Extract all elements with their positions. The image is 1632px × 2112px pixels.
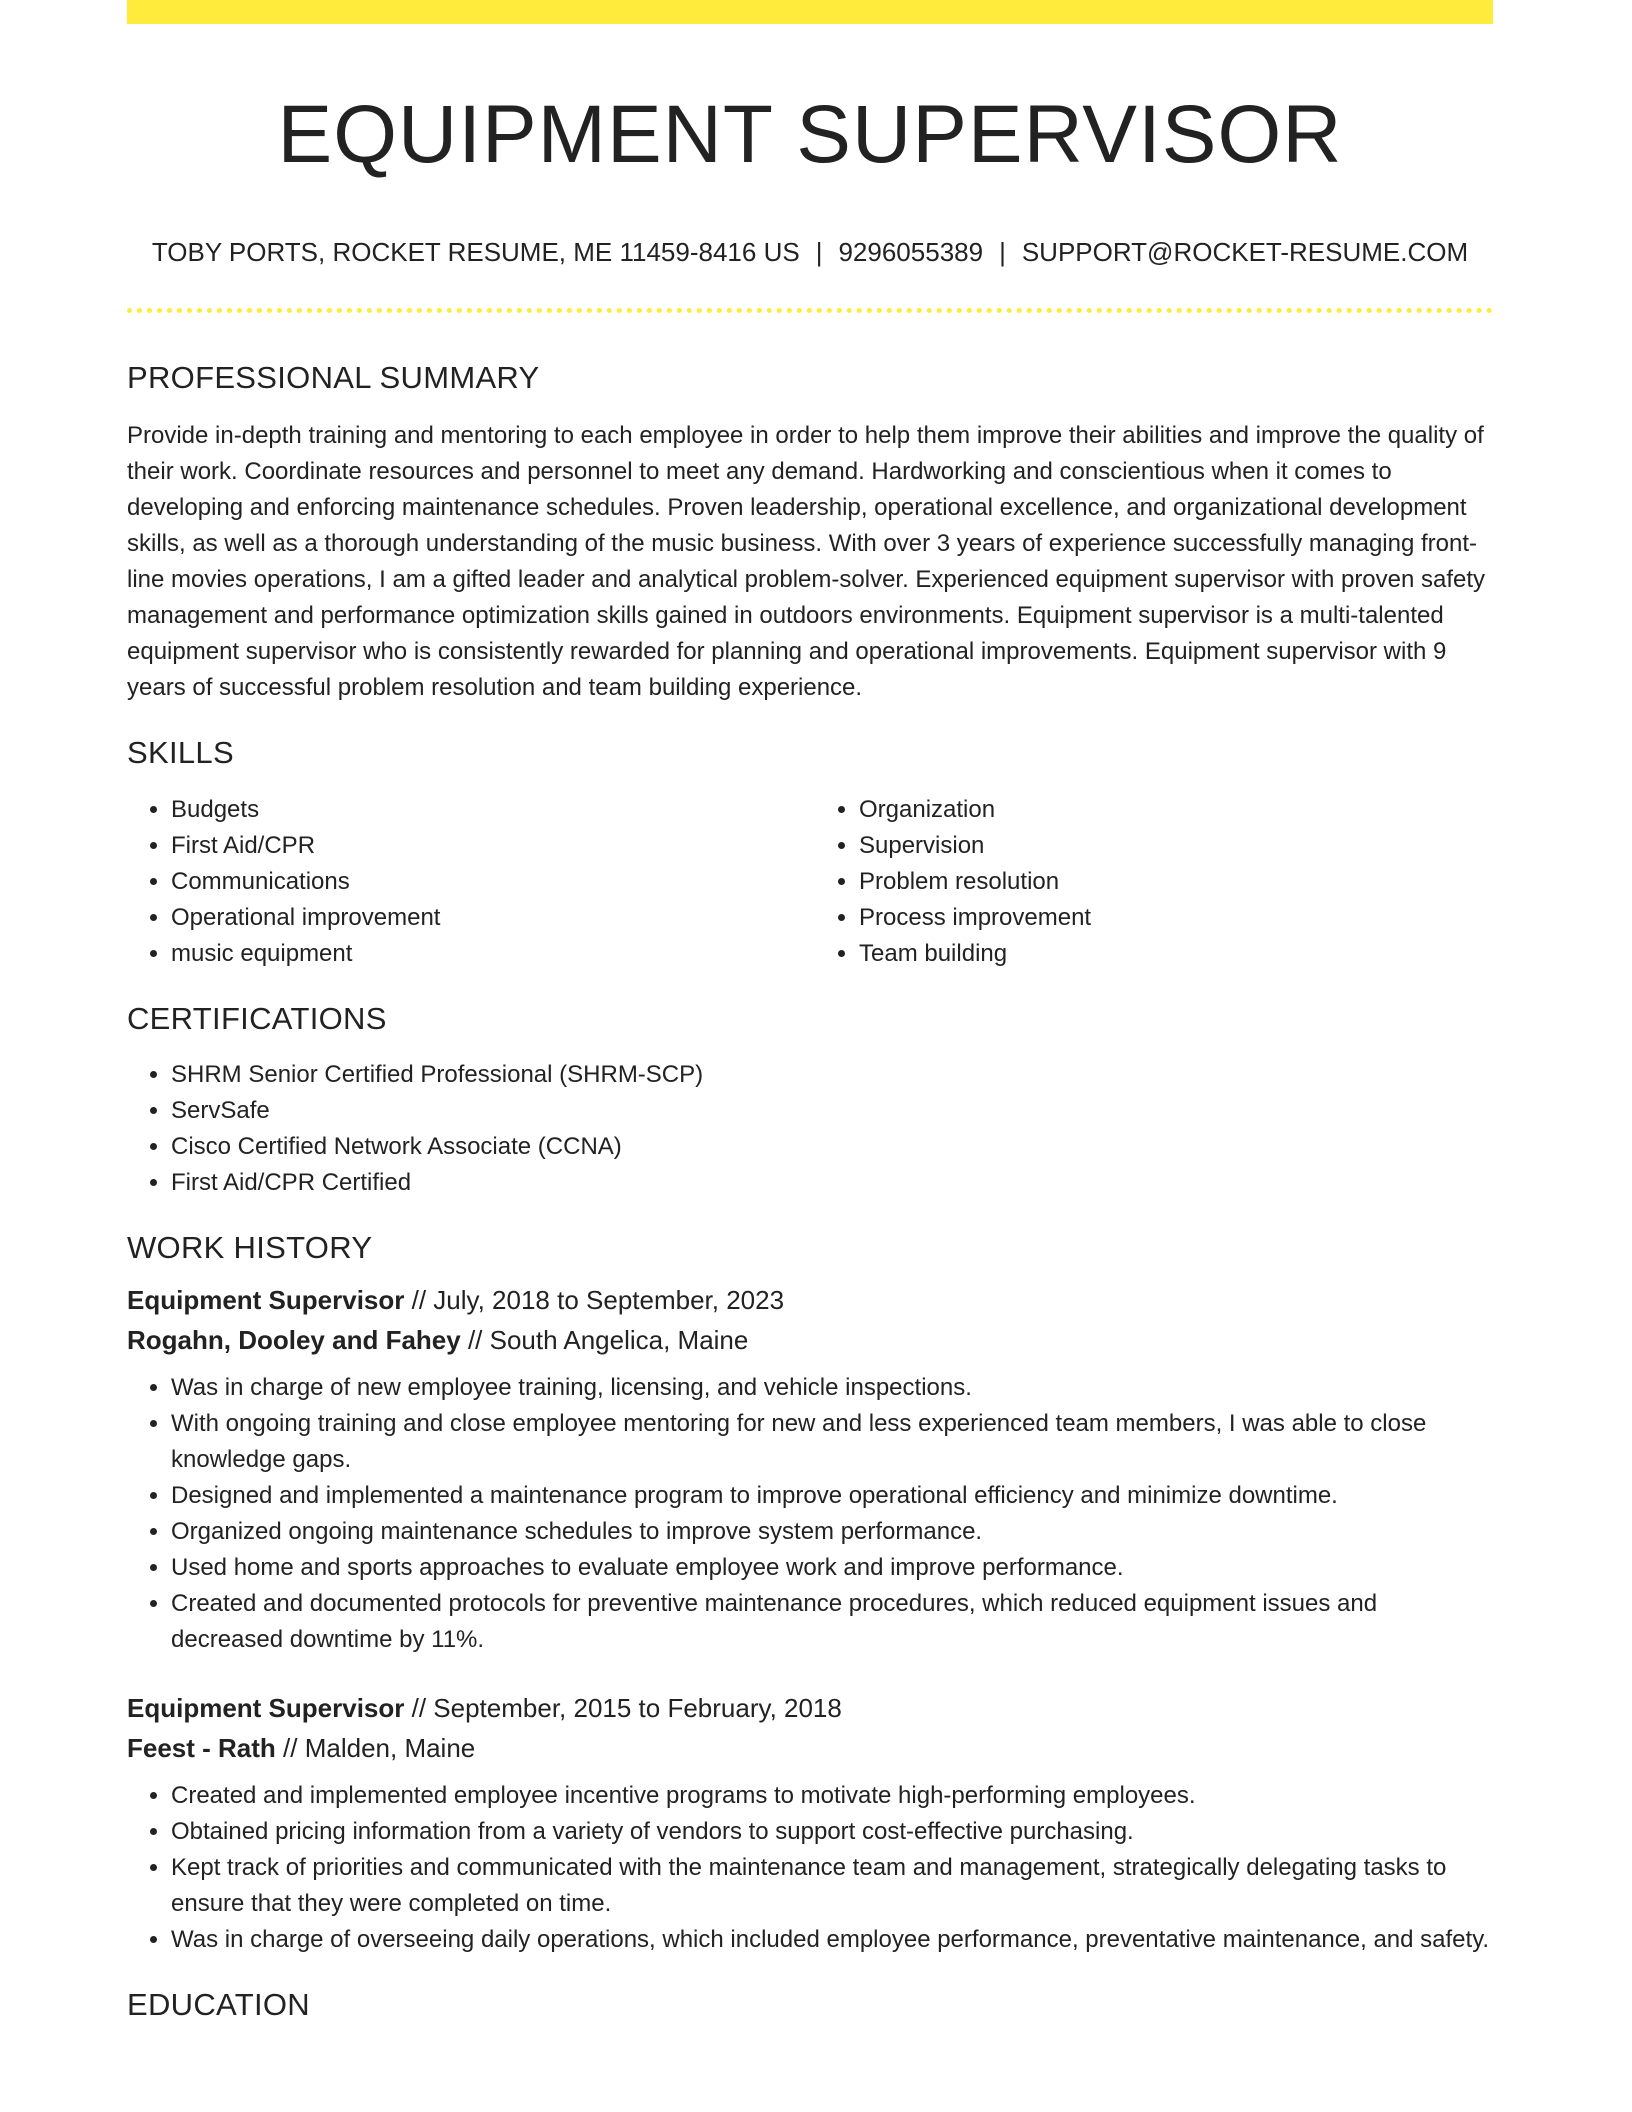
job-title-line [127, 1280, 1493, 1320]
skill-item: • Budgets [171, 792, 810, 828]
job-entry [127, 1280, 1493, 1658]
contact-separator: | [999, 237, 1006, 268]
job-bullet: • Used home and sports approaches to evaluate employee work and improve performance. [171, 1550, 1493, 1586]
contact-email: SUPPORT@ROCKET-RESUME.COM [1021, 237, 1469, 268]
contact-address: TOBY PORTS, ROCKET RESUME, ME 11459-8416 US [151, 237, 800, 268]
job-bullet: • Organized ongoing maintenance schedules to improve system performance. [171, 1514, 1493, 1550]
job-bullet: • With ongoing training and close employee mentoring for new and less experienced team members, I was able to close knowledge gaps. [171, 1406, 1493, 1478]
skill-item: • First Aid/CPR [171, 828, 810, 864]
job-bullet: • Was in charge of new employee training, licensing, and vehicle inspections. [171, 1370, 1493, 1406]
skill-item: • Communications [171, 864, 810, 900]
skill-item: • Team building [859, 936, 1493, 972]
job-company: Feest - Rath [127, 1732, 276, 1763]
job-role: Equipment Supervisor [127, 1284, 405, 1315]
job-role: Equipment Supervisor [127, 1692, 405, 1723]
dotted-divider [127, 308, 1493, 313]
resume-page [127, 0, 1493, 2023]
skill-item: • Process improvement [859, 900, 1493, 936]
skills-heading: SKILLS [127, 735, 234, 771]
job-location: // South Angelica, Maine [467, 1324, 749, 1355]
job-bullet: • Was in charge of overseeing daily operations, which included employee performance, preventative maintenance, and safety. [171, 1922, 1493, 1958]
skills-list-right [810, 792, 1493, 972]
job-bullet: • Designed and implemented a maintenance program to improve operational efficiency and minimize downtime. [171, 1478, 1493, 1514]
work-history-heading: WORK HISTORY [127, 1229, 373, 1265]
job-company-line [127, 1728, 1493, 1768]
contact-phone: 9296055389 [838, 237, 984, 268]
job-bullets [127, 1778, 1493, 1958]
skills-grid [127, 792, 1493, 972]
contact-line [127, 236, 1493, 270]
job-entry [127, 1688, 1493, 1958]
job-bullets [127, 1370, 1493, 1658]
contact-separator: | [815, 237, 823, 268]
certification-item: • ServSafe [171, 1093, 1493, 1129]
certifications-list [127, 1057, 1493, 1201]
job-company: Rogahn, Dooley and Fahey [127, 1324, 461, 1355]
certification-item: • First Aid/CPR Certified [171, 1165, 1493, 1201]
job-bullet: • Created and documented protocols for preventive maintenance procedures, which reduced equipment issues and decreased downtime by 11%. [171, 1586, 1493, 1658]
skill-item: • Organization [859, 792, 1493, 828]
job-bullet: • Created and implemented employee incentive programs to motivate high-performing employees. [171, 1778, 1493, 1814]
job-company-line [127, 1320, 1493, 1360]
skill-item: • Supervision [859, 828, 1493, 864]
top-accent-bar [127, 0, 1493, 24]
education-heading: EDUCATION [127, 1986, 310, 2022]
skill-item: • Problem resolution [859, 864, 1493, 900]
skill-item: • music equipment [171, 936, 810, 972]
job-dates: // September, 2015 to February, 2018 [411, 1692, 842, 1723]
certification-item: • SHRM Senior Certified Professional (SHRM-SCP) [171, 1057, 1493, 1093]
job-location: // Malden, Maine [283, 1732, 476, 1763]
job-bullet: • Kept track of priorities and communicated with the maintenance team and management, strategically delegating tasks to ensure that they were completed on time. [171, 1850, 1493, 1922]
job-bullet: • Obtained pricing information from a variety of vendors to support cost-effective purchasing. [171, 1814, 1493, 1850]
skill-item: • Operational improvement [171, 900, 810, 936]
resume-title: EQUIPMENT SUPERVISOR [277, 89, 1343, 180]
job-dates: // July, 2018 to September, 2023 [411, 1284, 785, 1315]
certification-item: • Cisco Certified Network Associate (CCNA) [171, 1129, 1493, 1165]
job-title-line [127, 1688, 1493, 1728]
certifications-heading: CERTIFICATIONS [127, 1000, 387, 1036]
summary-heading: PROFESSIONAL SUMMARY [127, 360, 540, 396]
summary-text: Provide in-depth training and mentoring to each employee in order to help them improve their abilities and improve the quality of their work. Coordinate resources and personnel to meet any demand. Hardworking and conscientious when it comes to developing and enforcing maintenance schedules. Proven leadership, operational excellence, and organizational development skills, as well as a thorough understanding of the music business. With over 3 years of experience successfully managing front-line movies operations, I am a gifted leader and analytical problem-solver. Experienced equipment supervisor with proven safety management and performance optimization skills gained in outdoors environments. Equipment supervisor is a multi-talented equipment supervisor who is consistently rewarded for planning and operational improvements. Equipment supervisor with 9 years of successful problem resolution and team building experience. [127, 422, 1486, 702]
skills-list-left [127, 792, 810, 972]
